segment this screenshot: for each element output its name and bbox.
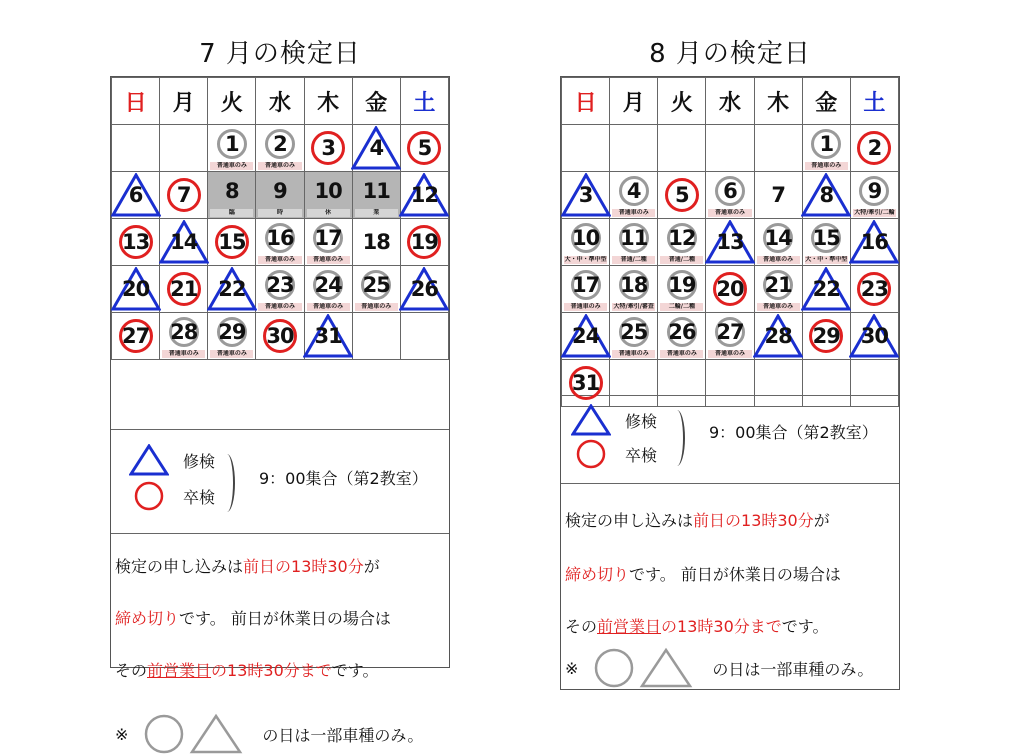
empty-cell [754, 125, 802, 172]
day-number: 20 [121, 277, 150, 301]
july-title: 7 月の検定日 [199, 39, 361, 69]
day-number: 2 [273, 132, 287, 157]
day-number: 23 [266, 273, 294, 298]
weekday-header: 土 [850, 78, 898, 125]
day-number: 29 [812, 324, 840, 348]
day-cell [706, 266, 754, 313]
empty-cell [400, 313, 448, 360]
weekday-header: 金 [802, 78, 850, 125]
week-row [112, 219, 449, 266]
day-number: 25 [362, 273, 390, 298]
day-cell [304, 313, 352, 360]
bracket [669, 410, 685, 466]
empty-cell [610, 125, 658, 172]
day-number: 25 [620, 320, 648, 345]
day-cell [562, 313, 610, 360]
day-note: 普通車のみ [708, 350, 751, 358]
day-cell [256, 219, 304, 266]
weekday-header: 金 [352, 78, 400, 125]
weekday-header: 月 [610, 78, 658, 125]
day-number: 16 [860, 230, 889, 254]
gray-circle-icon [142, 712, 186, 756]
notice-line-2: 締め切りです。 前日が休業日の場合は [115, 609, 391, 628]
day-cell [400, 125, 448, 172]
day-note: 普通車のみ [258, 162, 301, 170]
day-cell [400, 219, 448, 266]
legend-circle-label: 卒検 [183, 487, 216, 507]
day-note: 普通/二種 [660, 256, 703, 264]
day-note: 普通車のみ [210, 162, 253, 170]
day-note: 普通車のみ [612, 209, 655, 217]
weekday-header: 水 [706, 78, 754, 125]
day-number: 14 [764, 226, 792, 251]
day-number: 24 [314, 273, 342, 298]
week-row [562, 172, 899, 219]
day-number: 12 [668, 226, 696, 251]
weekday-header: 火 [658, 78, 706, 125]
day-cell [850, 172, 898, 219]
legend-circle [571, 438, 657, 470]
day-cell [256, 172, 304, 219]
circle-icon [571, 438, 611, 470]
day-cell [610, 172, 658, 219]
day-cell [754, 219, 802, 266]
notice-line-3: その前営業日の13時30分までです。 [565, 617, 829, 636]
empty-cell [706, 125, 754, 172]
day-note: 普通車のみ [660, 350, 703, 358]
day-cell [256, 313, 304, 360]
day-number: 1 [819, 132, 834, 157]
day-cell [754, 266, 802, 313]
legend-circle [129, 480, 215, 512]
legend-triangle [571, 404, 657, 436]
notice-line-4: ※ の日は一部車種のみ。 [565, 646, 873, 690]
day-number: 5 [675, 183, 689, 207]
day-cell [658, 266, 706, 313]
day-number: 28 [764, 324, 792, 348]
notice-line-2: 締め切りです。 前日が休業日の場合は [565, 565, 841, 584]
day-number: 10 [571, 226, 600, 251]
day-cell [208, 266, 256, 313]
day-number: 27 [716, 320, 744, 345]
triangle-icon [571, 404, 611, 436]
day-number: 21 [764, 273, 792, 298]
july-notice [111, 533, 449, 745]
day-number: 4 [626, 179, 641, 204]
week-row [562, 219, 899, 266]
august-notice [561, 483, 899, 692]
day-cell [112, 266, 160, 313]
day-number: 7 [176, 183, 191, 207]
gray-circle-icon [592, 646, 636, 690]
august-calendar [561, 77, 899, 407]
day-number: 9 [867, 179, 882, 204]
legend-triangle [129, 444, 215, 476]
day-cell [610, 266, 658, 313]
day-note: 普通車のみ [564, 303, 607, 311]
day-note: 普通車のみ [757, 256, 800, 264]
day-note: 臨 [210, 209, 253, 217]
day-number: 11 [362, 179, 390, 204]
week-row [112, 266, 449, 313]
day-cell [112, 219, 160, 266]
day-number: 18 [362, 230, 390, 254]
day-cell [304, 125, 352, 172]
day-cell [850, 125, 898, 172]
legend-triangle-label: 修検 [625, 411, 658, 431]
july-calendar [111, 77, 449, 360]
august-legend [561, 395, 899, 484]
day-note: 普通車のみ [708, 209, 751, 217]
week-row [562, 266, 899, 313]
day-cell [802, 125, 850, 172]
day-note: 大特/牽引/審査 [613, 303, 654, 310]
day-cell [304, 172, 352, 219]
day-number: 14 [170, 230, 198, 254]
day-number: 6 [128, 183, 143, 207]
empty-cell [658, 125, 706, 172]
day-note: 大特/牽引/二輪 [854, 209, 895, 216]
day-cell [304, 219, 352, 266]
august-box [560, 76, 900, 690]
day-number: 8 [819, 183, 834, 207]
day-number: 19 [410, 230, 439, 254]
day-cell [256, 266, 304, 313]
day-number: 4 [369, 136, 384, 160]
day-number: 3 [578, 183, 593, 207]
day-cell [802, 172, 850, 219]
day-number: 30 [860, 324, 889, 348]
day-cell [112, 172, 160, 219]
day-cell [160, 313, 208, 360]
day-cell [562, 219, 610, 266]
empty-cell [160, 125, 208, 172]
gray-triangle-icon [188, 712, 244, 756]
day-cell [562, 266, 610, 313]
day-number: 13 [716, 230, 744, 254]
weekday-header: 木 [754, 78, 802, 125]
day-number: 2 [867, 136, 882, 160]
day-number: 22 [812, 277, 840, 301]
day-note: 二輪/二種 [660, 303, 703, 311]
day-cell [658, 172, 706, 219]
legend-time: 9：00集合（第2教室） [259, 469, 428, 488]
day-number: 3 [321, 136, 335, 160]
notice-line-1: 検定の申し込みは前日の13時30分が [115, 557, 380, 576]
day-cell [160, 266, 208, 313]
day-note: 普通車のみ [612, 350, 655, 358]
day-number: 7 [771, 183, 785, 207]
weekday-header: 水 [256, 78, 304, 125]
day-number: 8 [225, 179, 239, 204]
notice-line-3: その前営業日の13時30分までです。 [115, 661, 379, 680]
day-cell [352, 125, 400, 172]
day-cell [208, 219, 256, 266]
day-cell [850, 266, 898, 313]
july-legend [111, 429, 449, 534]
day-number: 26 [668, 320, 696, 345]
weekday-header: 土 [400, 78, 448, 125]
day-cell [208, 313, 256, 360]
day-note: 時 [258, 209, 301, 217]
day-note: 普通車のみ [757, 303, 800, 311]
day-number: 27 [121, 324, 150, 348]
day-cell [706, 172, 754, 219]
day-number: 9 [273, 179, 287, 204]
day-cell [208, 125, 256, 172]
day-note: 普通車のみ [307, 256, 350, 264]
weekday-header: 火 [208, 78, 256, 125]
weekday-header: 木 [304, 78, 352, 125]
day-note: 休 [307, 209, 350, 217]
empty-cell [562, 125, 610, 172]
day-number: 31 [571, 371, 600, 395]
day-note: 普通車のみ [210, 350, 253, 358]
day-number: 11 [620, 226, 648, 251]
day-cell [658, 219, 706, 266]
week-row [112, 172, 449, 219]
day-cell [208, 172, 256, 219]
day-number: 13 [121, 230, 150, 254]
day-note: 業 [355, 209, 398, 217]
day-cell [400, 172, 448, 219]
weekday-header: 日 [562, 78, 610, 125]
day-number: 17 [571, 273, 600, 298]
circle-icon [129, 480, 169, 512]
day-number: 30 [266, 324, 294, 348]
day-cell [706, 219, 754, 266]
day-number: 21 [170, 277, 198, 301]
day-number: 15 [218, 230, 246, 254]
july-box [110, 76, 450, 745]
day-cell [850, 313, 898, 360]
day-cell [256, 125, 304, 172]
day-number: 28 [170, 320, 198, 345]
notice-line-4: ※ の日は一部車種のみ。 [115, 712, 423, 756]
day-cell [610, 219, 658, 266]
day-note: 大・中・準中型 [564, 256, 607, 263]
legend-triangle-label: 修検 [183, 451, 216, 471]
day-number: 15 [812, 226, 840, 251]
weekday-header: 月 [160, 78, 208, 125]
day-note: 普通車のみ [805, 162, 848, 170]
week-row [562, 125, 899, 172]
day-note: 普通/二種 [612, 256, 655, 264]
day-cell [400, 266, 448, 313]
day-number: 6 [723, 179, 737, 204]
triangle-icon [129, 444, 169, 476]
day-note: 普通車のみ [258, 256, 301, 264]
day-cell [610, 313, 658, 360]
day-cell [304, 266, 352, 313]
day-cell [562, 172, 610, 219]
legend-time: 9：00集合（第2教室） [709, 423, 878, 442]
day-number: 29 [218, 320, 246, 345]
day-cell [658, 313, 706, 360]
day-number: 20 [716, 277, 744, 301]
day-cell [112, 313, 160, 360]
day-note: 普通車のみ [307, 303, 350, 311]
day-number: 18 [620, 273, 648, 298]
day-cell [754, 313, 802, 360]
day-number: 19 [668, 273, 696, 298]
day-cell [850, 219, 898, 266]
day-cell [802, 266, 850, 313]
day-number: 12 [410, 183, 439, 207]
legend-circle-label: 卒検 [625, 445, 658, 465]
notice-line-1: 検定の申し込みは前日の13時30分が [565, 511, 830, 530]
day-cell [802, 313, 850, 360]
bracket [219, 454, 235, 512]
day-number: 17 [314, 226, 342, 251]
day-number: 16 [266, 226, 294, 251]
week-row [112, 125, 449, 172]
week-row [562, 313, 899, 360]
day-cell [802, 219, 850, 266]
august-title: 8 月の検定日 [649, 39, 811, 69]
day-number: 31 [314, 324, 342, 348]
day-note: 普通車のみ [355, 303, 398, 311]
day-cell [160, 219, 208, 266]
week-row [112, 313, 449, 360]
gray-triangle-icon [638, 646, 694, 690]
weekday-header: 日 [112, 78, 160, 125]
day-number: 1 [225, 132, 239, 157]
empty-cell [112, 125, 160, 172]
day-number: 23 [860, 277, 889, 301]
day-number: 5 [417, 136, 432, 160]
day-note: 普通車のみ [258, 303, 301, 311]
day-cell [706, 313, 754, 360]
day-note: 普通車のみ [162, 350, 205, 358]
day-number: 26 [410, 277, 439, 301]
day-cell [352, 219, 400, 266]
day-number: 24 [571, 324, 600, 348]
empty-cell [352, 313, 400, 360]
day-note: 大・中・準中型 [805, 256, 848, 263]
day-number: 10 [314, 179, 342, 204]
day-cell [352, 266, 400, 313]
day-cell [754, 172, 802, 219]
day-cell [352, 172, 400, 219]
day-number: 22 [218, 277, 246, 301]
day-cell [160, 172, 208, 219]
